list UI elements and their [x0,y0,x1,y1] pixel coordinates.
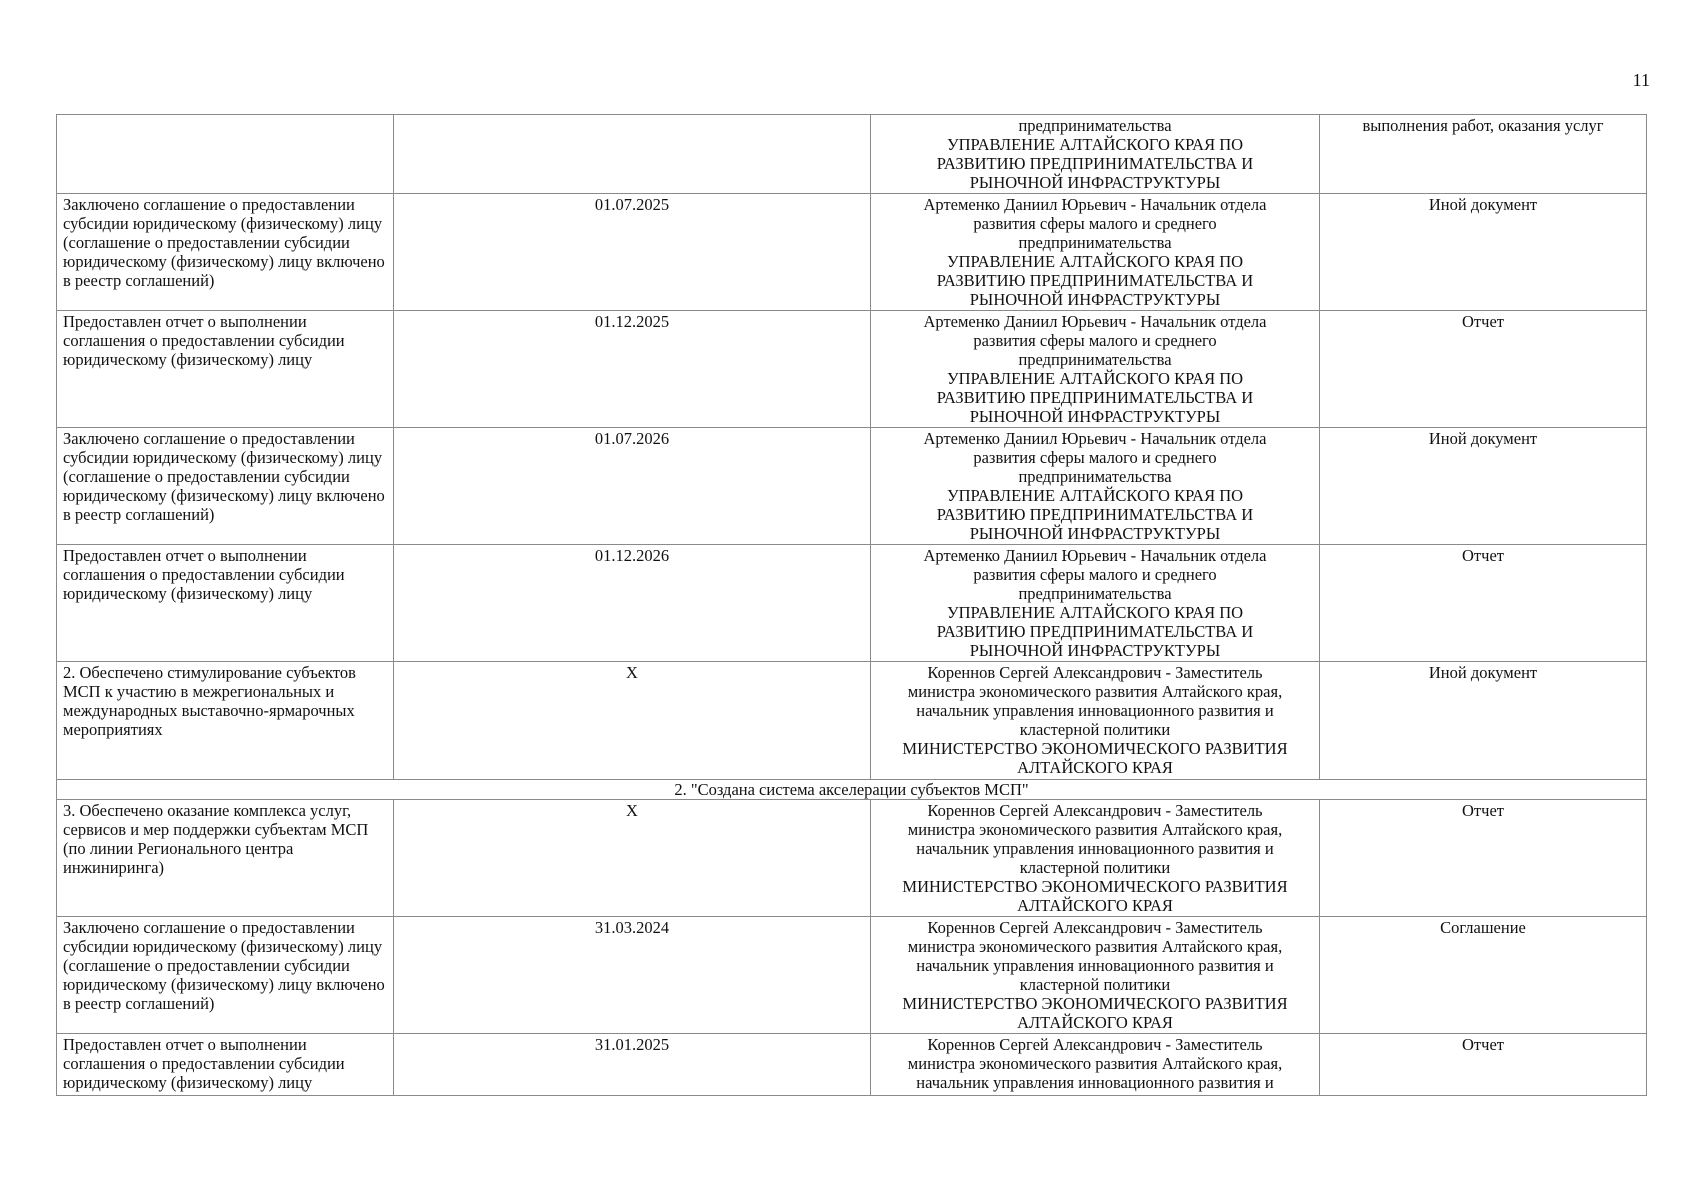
responsible-line: Артеменко Даниил Юрьевич - Начальник отдела [923,195,1267,214]
date-cell [394,115,871,194]
responsible-line: кластерной политики [1019,720,1171,739]
event-cell: Предоставлен отчет о выполнении соглашения о предоставлении субсидии юридическому (физическому) лицу [57,1034,394,1096]
responsible-line: УПРАВЛЕНИЕ АЛТАЙСКОГО КРАЯ ПО [946,135,1244,154]
responsible-line: МИНИСТЕРСТВО ЭКОНОМИЧЕСКОГО РАЗВИТИЯ [902,739,1288,758]
responsible-line: РЫНОЧНОЙ ИНФРАСТРУКТУРЫ [969,290,1221,309]
responsible-line: РАЗВИТИЮ ПРЕДПРИНИМАТЕЛЬСТВА И [936,505,1254,524]
responsible-line: начальник управления инновационного развития и [916,956,1274,975]
section-header [57,780,1647,800]
responsible-cell [871,1034,1320,1096]
date-cell: 01.07.2025 [394,194,871,311]
responsible-line: Кореннов Сергей Александрович - Заместитель [927,1035,1263,1054]
date-cell: 01.12.2025 [394,311,871,428]
responsible-line: РЫНОЧНОЙ ИНФРАСТРУКТУРЫ [969,173,1221,192]
responsible-line: Артеменко Даниил Юрьевич - Начальник отдела [923,312,1267,331]
responsible-line: Артеменко Даниил Юрьевич - Начальник отдела [923,429,1267,448]
responsible-line: АЛТАЙСКОГО КРАЯ [1017,1013,1173,1032]
section-row [57,780,1647,800]
event-cell: Предоставлен отчет о выполнении соглашения о предоставлении субсидии юридическому (физическому) лицу [57,311,394,428]
table-row [57,545,1647,662]
date-cell: 31.03.2024 [394,917,871,1034]
table-row [57,1034,1647,1096]
responsible-line: Кореннов Сергей Александрович - Заместитель [927,801,1263,820]
event-cell: 3. Обеспечено оказание комплекса услуг, сервисов и мер поддержки субъектам МСП (по линии Регионального центра инжиниринга) [57,800,394,917]
responsible-line: развития сферы малого и среднего [973,565,1217,584]
page-number: 11 [1632,70,1650,90]
responsible-cell [871,428,1320,545]
responsible-cell [871,311,1320,428]
responsible-line: РАЗВИТИЮ ПРЕДПРИНИМАТЕЛЬСТВА И [936,622,1254,641]
table-body-top [57,115,1647,780]
responsible-cell [871,662,1320,780]
event-cell: Заключено соглашение о предоставлении субсидии юридическому (физическому) лицу (соглашение о предоставлении субсидии юридическому (физическому) лицу включено в реестр соглашений) [57,194,394,311]
responsible-line: УПРАВЛЕНИЕ АЛТАЙСКОГО КРАЯ ПО [946,252,1244,271]
date-cell: 01.07.2026 [394,428,871,545]
responsible-line: РЫНОЧНОЙ ИНФРАСТРУКТУРЫ [969,641,1221,660]
table-row [57,800,1647,917]
document-cell: Отчет [1320,545,1647,662]
responsible-cell [871,800,1320,917]
responsible-line: РАЗВИТИЮ ПРЕДПРИНИМАТЕЛЬСТВА И [936,154,1254,173]
document-cell: Отчет [1320,800,1647,917]
plan-table [56,114,1647,1096]
responsible-line: РЫНОЧНОЙ ИНФРАСТРУКТУРЫ [969,524,1221,543]
event-cell: Предоставлен отчет о выполнении соглашения о предоставлении субсидии юридическому (физическому) лицу [57,545,394,662]
date-cell: X [394,662,871,780]
responsible-cell [871,115,1320,194]
responsible-line: предпринимательства [1018,116,1172,135]
responsible-line: начальник управления инновационного развития и [916,701,1274,720]
responsible-line: УПРАВЛЕНИЕ АЛТАЙСКОГО КРАЯ ПО [946,486,1244,505]
table-row [57,194,1647,311]
document-cell: Иной документ [1320,662,1647,780]
document-cell: Соглашение [1320,917,1647,1034]
responsible-line: развития сферы малого и среднего [973,214,1217,233]
document-cell: Отчет [1320,311,1647,428]
responsible-line: предпринимательства [1018,467,1172,486]
document-cell: выполнения работ, оказания услуг [1320,115,1647,194]
responsible-line: министра экономического развития Алтайского края, [907,820,1283,839]
responsible-line: предпринимательства [1018,233,1172,252]
table-row [57,115,1647,194]
responsible-line: МИНИСТЕРСТВО ЭКОНОМИЧЕСКОГО РАЗВИТИЯ [902,994,1288,1013]
document-cell: Отчет [1320,1034,1647,1096]
responsible-line: начальник управления инновационного развития и [916,1073,1274,1092]
date-cell: 01.12.2026 [394,545,871,662]
responsible-line: АЛТАЙСКОГО КРАЯ [1017,896,1173,915]
responsible-line: кластерной политики [1019,858,1171,877]
event-cell: Заключено соглашение о предоставлении субсидии юридическому (физическому) лицу (соглашение о предоставлении субсидии юридическому (физическому) лицу включено в реестр соглашений) [57,428,394,545]
table-row [57,428,1647,545]
responsible-line: АЛТАЙСКОГО КРАЯ [1017,758,1173,777]
responsible-line: УПРАВЛЕНИЕ АЛТАЙСКОГО КРАЯ ПО [946,369,1244,388]
responsible-line: МИНИСТЕРСТВО ЭКОНОМИЧЕСКОГО РАЗВИТИЯ [902,877,1288,896]
responsible-line: УПРАВЛЕНИЕ АЛТАЙСКОГО КРАЯ ПО [946,603,1244,622]
document-cell: Иной документ [1320,428,1647,545]
event-cell [57,115,394,194]
section-title: 2. "Создана система акселерации субъектов МСП" [57,780,1647,800]
responsible-line: развития сферы малого и среднего [973,448,1217,467]
responsible-line: развития сферы малого и среднего [973,331,1217,350]
responsible-cell [871,545,1320,662]
responsible-cell [871,917,1320,1034]
event-cell: 2. Обеспечено стимулирование субъектов МСП к участию в межрегиональных и международных выставочно-ярмарочных мероприятиях [57,662,394,780]
table-row [57,662,1647,780]
table-row [57,917,1647,1034]
responsible-cell [871,194,1320,311]
responsible-line: Артеменко Даниил Юрьевич - Начальник отдела [923,546,1267,565]
responsible-line: РЫНОЧНОЙ ИНФРАСТРУКТУРЫ [969,407,1221,426]
responsible-line: министра экономического развития Алтайского края, [907,1054,1283,1073]
responsible-line: предпринимательства [1018,584,1172,603]
responsible-line: РАЗВИТИЮ ПРЕДПРИНИМАТЕЛЬСТВА И [936,388,1254,407]
responsible-line: Кореннов Сергей Александрович - Заместитель [927,663,1263,682]
responsible-line: начальник управления инновационного развития и [916,839,1274,858]
responsible-line: кластерной политики [1019,975,1171,994]
event-cell: Заключено соглашение о предоставлении субсидии юридическому (физическому) лицу (соглашение о предоставлении субсидии юридическому (физическому) лицу включено в реестр соглашений) [57,917,394,1034]
date-cell: 31.01.2025 [394,1034,871,1096]
responsible-line: Кореннов Сергей Александрович - Заместитель [927,918,1263,937]
date-cell: X [394,800,871,917]
responsible-line: предпринимательства [1018,350,1172,369]
responsible-line: министра экономического развития Алтайского края, [907,937,1283,956]
table-row [57,311,1647,428]
document-cell: Иной документ [1320,194,1647,311]
table-body-bottom [57,800,1647,1096]
responsible-line: РАЗВИТИЮ ПРЕДПРИНИМАТЕЛЬСТВА И [936,271,1254,290]
responsible-line: министра экономического развития Алтайского края, [907,682,1283,701]
